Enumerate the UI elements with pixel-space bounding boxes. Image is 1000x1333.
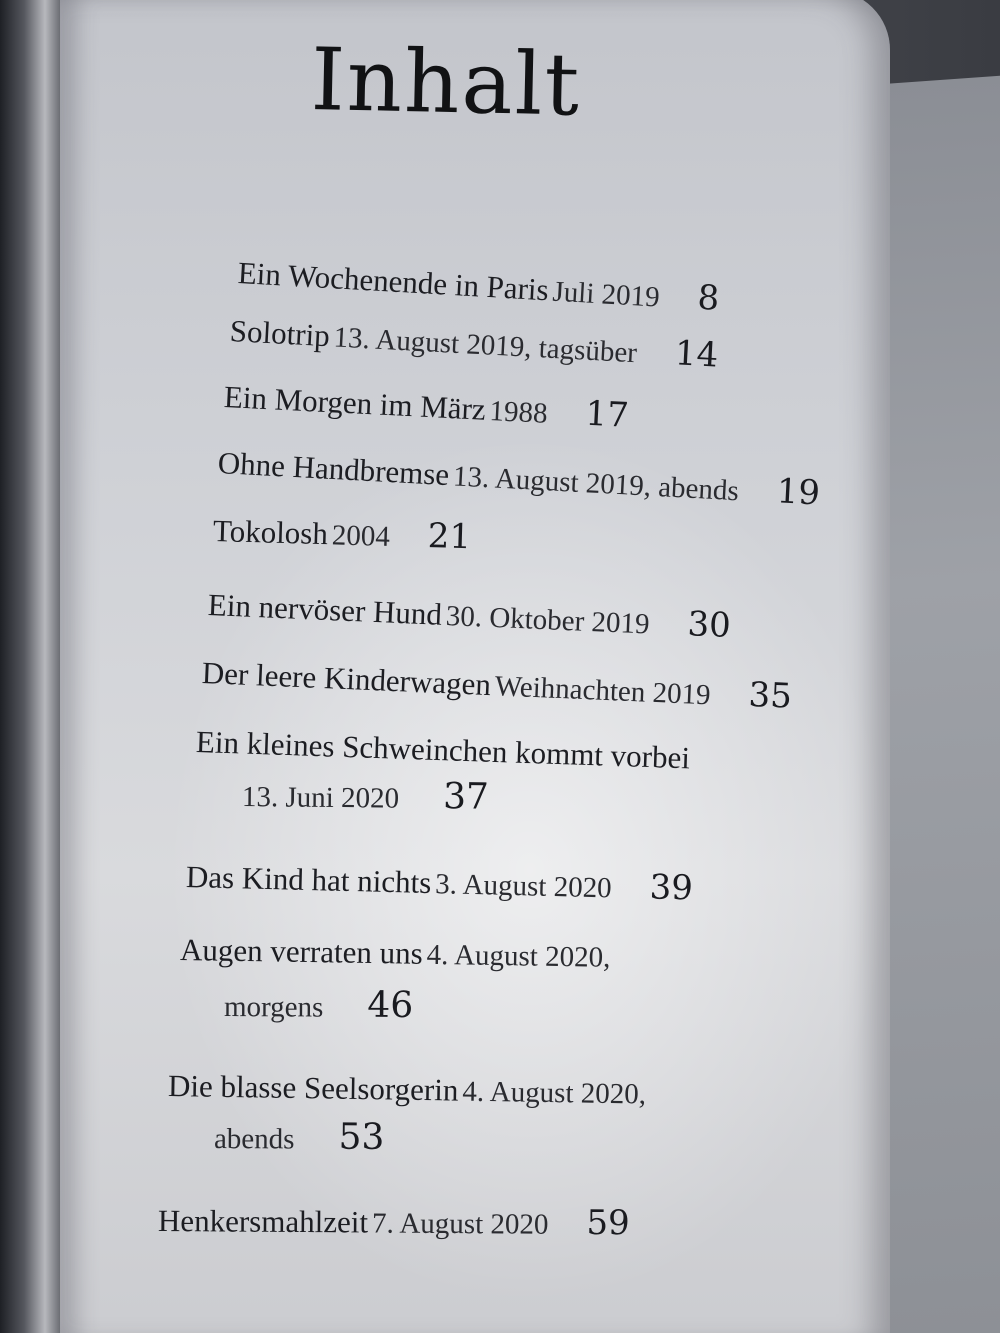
toc-entry	[186, 856, 694, 908]
entry-date: 4. August 2020,	[462, 1075, 647, 1111]
entry-title: Tokolosh	[212, 513, 329, 552]
toc-entry	[217, 442, 821, 513]
entry-page-number: 35	[747, 674, 793, 717]
toc-entry	[180, 932, 611, 975]
entry-date-continued: morgens	[223, 991, 324, 1024]
entry-date: 2004	[331, 519, 391, 553]
book-page	[60, 0, 890, 1333]
entry-title: Das Kind hat nichts	[185, 859, 432, 900]
entry-page-number: 30	[686, 604, 732, 646]
entry-title: Henkersmahlzeit	[157, 1203, 369, 1240]
toc-entry	[168, 1068, 647, 1112]
entry-date: 1988	[488, 395, 549, 430]
entry-page-number: 53	[338, 1116, 385, 1158]
entry-date: 30. Oktober 2019	[445, 599, 651, 641]
toc-entry-continuation	[242, 774, 489, 818]
toc-entry	[237, 252, 720, 319]
entry-date: 3. August 2020	[434, 868, 613, 905]
entry-title: Ohne Handbremse	[217, 445, 451, 493]
toc-entry	[195, 724, 690, 776]
toc-entry	[158, 1200, 630, 1243]
entry-date: 13. Juni 2020	[241, 781, 400, 815]
entry-title: Solotrip	[229, 313, 331, 354]
entry-date-continued: abends	[213, 1123, 295, 1156]
entry-page-number: 39	[649, 867, 694, 909]
toc-entry-continuation	[224, 984, 413, 1026]
entry-date: 7. August 2020	[371, 1207, 549, 1241]
entry-date: Juli 2019	[551, 275, 661, 314]
toc-entry	[223, 376, 630, 436]
toc-entry	[212, 510, 471, 557]
entry-page-number: 14	[673, 333, 720, 376]
toc-entry	[207, 584, 731, 646]
entry-title: Der leere Kinderwagen	[201, 655, 492, 703]
page-title: Inhalt	[309, 30, 583, 136]
book-spine-shadow	[0, 0, 60, 1333]
entry-page-number: 19	[775, 471, 822, 514]
entry-page-number: 21	[427, 516, 472, 558]
entry-page-number: 37	[442, 776, 490, 818]
entry-page-number: 8	[696, 277, 721, 319]
entry-date: Weihnachten 2019	[494, 670, 712, 712]
entry-date: 4. August 2020,	[426, 938, 611, 974]
entry-title: Ein nervöser Hund	[207, 587, 443, 632]
entry-date: 13. August 2019, tagsüber	[332, 321, 638, 370]
toc-entry-continuation	[214, 1116, 385, 1158]
entry-page-number: 59	[586, 1202, 630, 1244]
entry-title: Ein Wochenende in Paris	[236, 255, 550, 308]
entry-page-number: 17	[584, 393, 630, 436]
entry-date: 13. August 2019, abends	[452, 460, 740, 508]
entry-title: Die blasse Seelsorgerin	[167, 1068, 459, 1108]
toc-entry	[201, 652, 793, 717]
entry-title: Augen verraten uns	[179, 932, 424, 971]
entry-title: Ein Morgen im März	[223, 379, 487, 427]
entry-page-number: 46	[367, 984, 414, 1026]
toc-entry	[229, 310, 719, 376]
entry-title: Ein kleines Schweinchen kommt vorbei	[195, 724, 691, 776]
